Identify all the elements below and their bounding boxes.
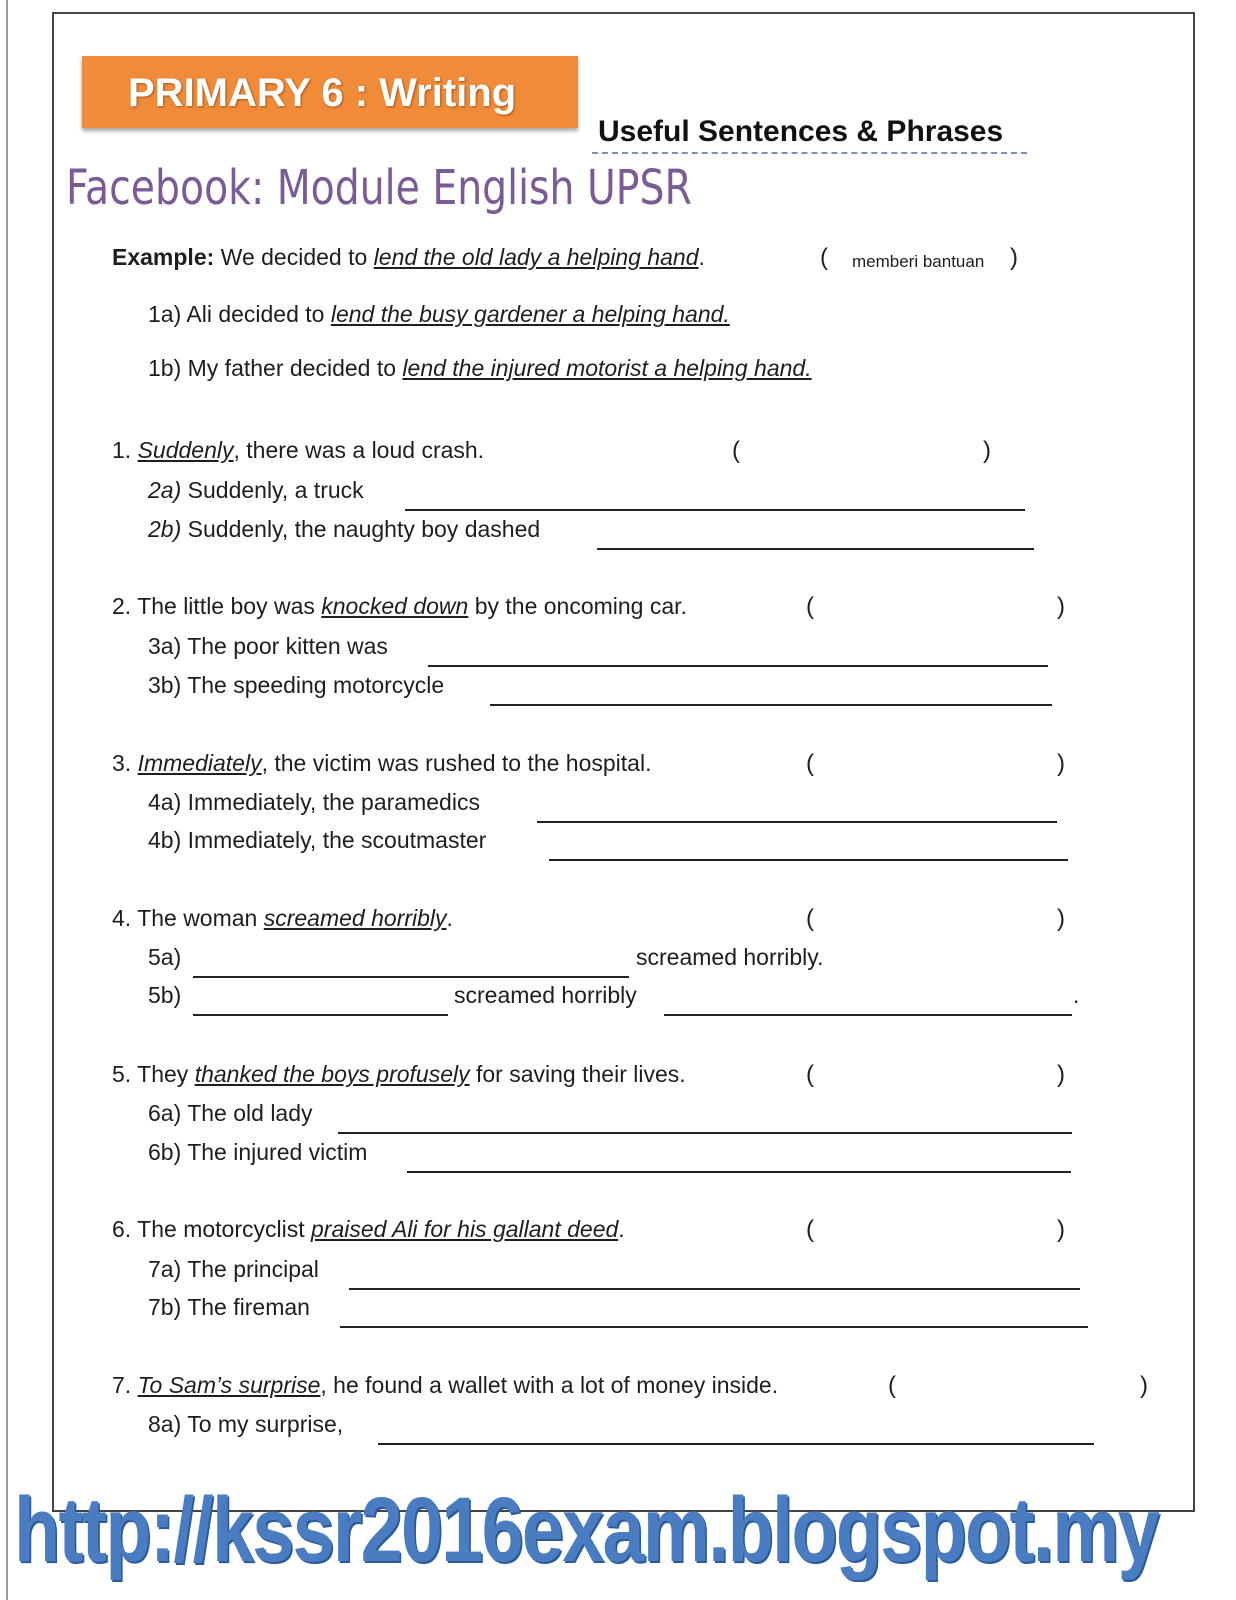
item-6-close-paren: ) bbox=[1057, 1216, 1065, 1243]
answer-blank-4b[interactable] bbox=[549, 859, 1068, 861]
item-3-number: 3. bbox=[112, 750, 132, 776]
item-2-post: by the oncoming car. bbox=[474, 593, 687, 619]
item-2-phrase: knocked down bbox=[321, 593, 469, 619]
subtitle: Useful Sentences & Phrases bbox=[598, 115, 1004, 148]
example-line bbox=[112, 244, 705, 271]
item-1-a-label: 2a) bbox=[148, 477, 182, 503]
answer-blank-5a[interactable] bbox=[193, 976, 629, 978]
example-b-pre: 1b) My father decided to bbox=[148, 355, 397, 381]
item-6 bbox=[112, 1216, 625, 1243]
example-b-phrase: lend the injured motorist a helping hand. bbox=[402, 355, 812, 381]
answer-blank-2b[interactable] bbox=[597, 548, 1034, 550]
item-2 bbox=[112, 593, 687, 620]
item-1-open-paren: ( bbox=[732, 437, 740, 464]
item-3-post: , the victim was rushed to the hospital. bbox=[261, 750, 652, 776]
example-phrase: lend the old lady a helping hand bbox=[373, 244, 699, 270]
example-open-paren: ( bbox=[820, 244, 828, 271]
subtitle-underline bbox=[592, 152, 1027, 154]
item-1-number: 1. bbox=[112, 437, 132, 463]
item-7-post: , he found a wallet with a lot of money inside. bbox=[320, 1372, 779, 1398]
item-5-line-b: 6b) The injured victim bbox=[148, 1139, 368, 1165]
example-meaning: memberi bantuan bbox=[852, 252, 985, 271]
item-1-close-paren: ) bbox=[983, 437, 991, 464]
page-left-edge bbox=[6, 0, 8, 1600]
item-2-open-paren: ( bbox=[806, 593, 814, 620]
answer-blank-4a[interactable] bbox=[537, 821, 1057, 823]
item-1-b-text: Suddenly, the naughty boy dashed bbox=[187, 516, 541, 542]
item-6-phrase: praised Ali for his gallant deed bbox=[311, 1216, 619, 1242]
item-4-line-b-label: 5b) bbox=[148, 982, 182, 1008]
item-3-close-paren: ) bbox=[1057, 750, 1065, 777]
item-7-phrase: To Sam’s surprise bbox=[137, 1372, 321, 1398]
answer-blank-6b[interactable] bbox=[407, 1171, 1071, 1173]
blog-url-watermark: http://kssr2016exam.blogspot.my bbox=[14, 1479, 1159, 1581]
item-4-close-paren: ) bbox=[1057, 905, 1065, 932]
answer-blank-3a[interactable] bbox=[428, 665, 1048, 667]
answer-blank-7b[interactable] bbox=[340, 1326, 1088, 1328]
facebook-credit: Facebook: Module English UPSR bbox=[66, 160, 692, 216]
item-5-close-paren: ) bbox=[1057, 1061, 1065, 1088]
item-4-line-a-label: 5a) bbox=[148, 944, 182, 970]
item-2-pre: The little boy was bbox=[137, 593, 315, 619]
item-6-open-paren: ( bbox=[806, 1216, 814, 1243]
example-close-paren: ) bbox=[1010, 244, 1018, 271]
answer-blank-8a[interactable] bbox=[378, 1443, 1094, 1445]
item-4-line-b-end: . bbox=[1073, 982, 1080, 1008]
example-pre: We decided to bbox=[220, 244, 368, 270]
item-7-number: 7. bbox=[112, 1372, 132, 1398]
item-4-line-a-text: screamed horribly. bbox=[636, 944, 824, 970]
item-3-line-b: 4b) Immediately, the scoutmaster bbox=[148, 827, 487, 853]
item-2-line-b: 3b) The speeding motorcycle bbox=[148, 672, 445, 698]
example-a-pre: 1a) Ali decided to bbox=[148, 301, 325, 327]
example-sentence-b bbox=[148, 355, 812, 382]
item-5-line-a: 6a) The old lady bbox=[148, 1100, 313, 1126]
item-1-line-a bbox=[148, 477, 364, 504]
item-6-pre: The motorcyclist bbox=[137, 1216, 305, 1242]
item-5-post: for saving their lives. bbox=[476, 1061, 686, 1087]
item-6-number: 6. bbox=[112, 1216, 132, 1242]
item-1-line-b bbox=[148, 516, 540, 543]
item-3-phrase: Immediately bbox=[137, 750, 262, 776]
item-1-b-label: 2b) bbox=[148, 516, 182, 542]
answer-blank-5b-ending[interactable] bbox=[664, 1014, 1072, 1016]
example-sentence-a bbox=[148, 301, 730, 328]
banner-title: PRIMARY 6 : Writing bbox=[128, 71, 517, 115]
item-6-line-a: 7a) The principal bbox=[148, 1256, 319, 1282]
example-post: . bbox=[698, 244, 705, 270]
item-1-phrase: Suddenly bbox=[137, 437, 234, 463]
item-4-post: . bbox=[446, 905, 453, 931]
answer-blank-3b[interactable] bbox=[490, 704, 1052, 706]
example-label: Example: bbox=[112, 244, 215, 270]
answer-blank-7a[interactable] bbox=[349, 1288, 1080, 1290]
title-banner bbox=[82, 56, 578, 128]
item-4-number: 4. bbox=[112, 905, 132, 931]
item-4-line-b-text: screamed horribly bbox=[454, 982, 637, 1008]
item-5-open-paren: ( bbox=[806, 1061, 814, 1088]
item-4 bbox=[112, 905, 453, 932]
item-2-line-a: 3a) The poor kitten was bbox=[148, 633, 388, 659]
answer-blank-6a[interactable] bbox=[338, 1132, 1072, 1134]
item-5-pre: They bbox=[137, 1061, 189, 1087]
answer-blank-5b-subject[interactable] bbox=[193, 1014, 448, 1016]
item-4-open-paren: ( bbox=[806, 905, 814, 932]
item-7-open-paren: ( bbox=[888, 1372, 896, 1399]
item-3-open-paren: ( bbox=[806, 750, 814, 777]
item-3 bbox=[112, 750, 651, 777]
item-4-phrase: screamed horribly bbox=[263, 905, 447, 931]
item-2-number: 2. bbox=[112, 593, 132, 619]
example-a-phrase: lend the busy gardener a helping hand. bbox=[330, 301, 730, 327]
item-1-a-text: Suddenly, a truck bbox=[187, 477, 364, 503]
item-7-line-a: 8a) To my surprise, bbox=[148, 1411, 344, 1437]
item-6-line-b: 7b) The fireman bbox=[148, 1294, 310, 1320]
item-5-phrase: thanked the boys profusely bbox=[194, 1061, 470, 1087]
item-7-close-paren: ) bbox=[1140, 1372, 1148, 1399]
item-7 bbox=[112, 1372, 778, 1399]
item-6-post: . bbox=[618, 1216, 625, 1242]
item-1-post: , there was a loud crash. bbox=[233, 437, 485, 463]
item-2-close-paren: ) bbox=[1057, 593, 1065, 620]
answer-blank-2a[interactable] bbox=[405, 509, 1025, 511]
item-3-line-a: 4a) Immediately, the paramedics bbox=[148, 789, 480, 815]
item-5-number: 5. bbox=[112, 1061, 132, 1087]
item-1 bbox=[112, 437, 484, 464]
item-4-pre: The woman bbox=[137, 905, 258, 931]
item-5 bbox=[112, 1061, 686, 1088]
